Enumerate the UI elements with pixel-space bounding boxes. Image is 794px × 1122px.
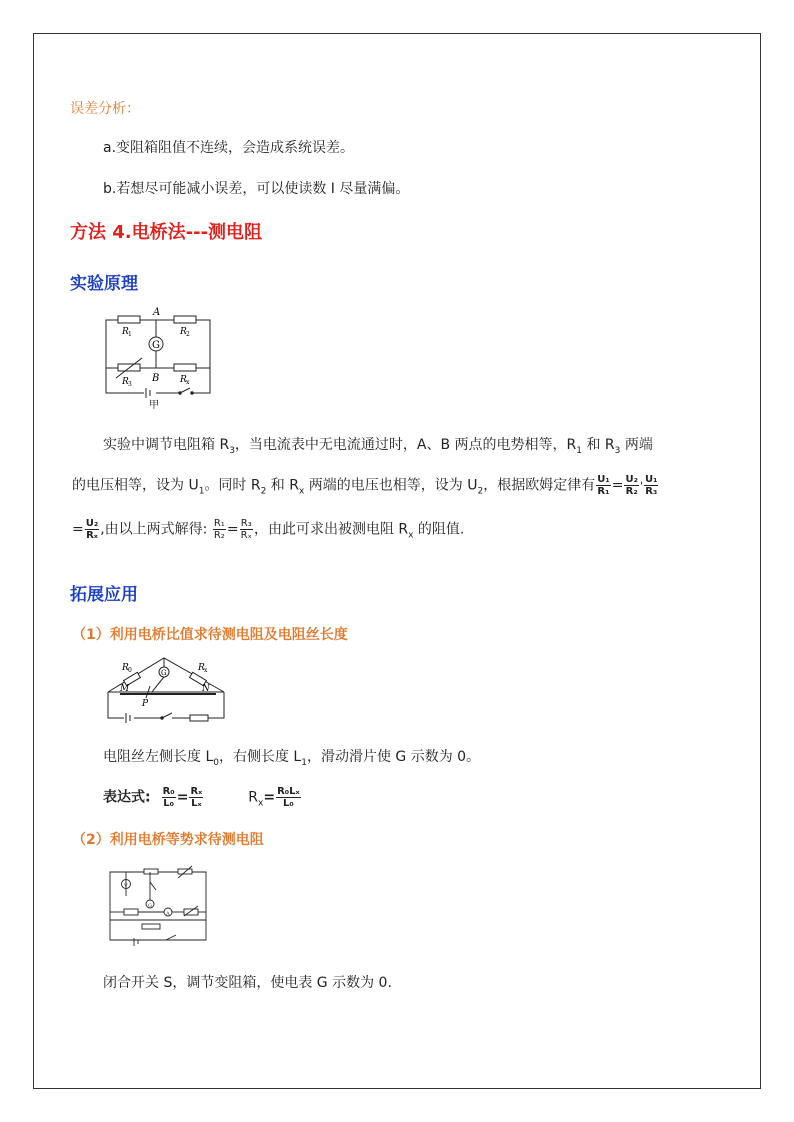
- fraction-u1-r3: $\frac{\text{U₁}}{\text{R₃}}$: [644, 474, 658, 497]
- extension-text-1: 电阻丝左侧长度 $L_0$，右侧长度 $L_1$，滑动滑片使 G 示数为 0。: [103, 749, 481, 768]
- principle-heading: 实验原理: [70, 274, 138, 294]
- bridge-circuit-diagram: [104, 306, 216, 410]
- error-analysis-heading: 误差分析：: [70, 101, 140, 117]
- svg-text:V: V: [124, 883, 128, 889]
- method4-title: 方法 4.电桥法---测电阻: [70, 222, 263, 243]
- r1-label: R: [122, 327, 129, 337]
- fraction-u2-rx: $\frac{\text{U₂}}{\text{Rₓ}}$: [85, 518, 99, 541]
- r1-sub: 1: [128, 331, 132, 338]
- svg-text:G: G: [148, 903, 152, 909]
- rx2-sub: x: [204, 667, 208, 674]
- fraction-u1-r1: $\frac{\text{U₁}}{\text{R₁}}$: [597, 474, 610, 497]
- fraction-rx-lx: $\frac{\text{Rₓ}}{\text{Lₓ}}$: [190, 786, 203, 809]
- galvanometer-label: G: [152, 340, 160, 351]
- p-label: P: [142, 699, 149, 709]
- principle-paragraph-line1: 实验中调节电阻箱 $R_3$，当电流表中无电流通过时，A、B 两点的电势相等，$R_1$ 和 $R_3$ 两端: [103, 437, 653, 456]
- r0-sub: 0: [128, 667, 132, 674]
- potential-bridge-diagram: [106, 858, 212, 954]
- node-a-label: A: [153, 307, 161, 318]
- expression-row: 表达式: $\frac{\text{R₀}}{\text{L₀}}$ = $\frac{\text{Rₓ}}{\text{Lₓ}}$ $R_x=$ $\frac{\text{R₀Lₓ}}{\text{L₀}}$: [103, 786, 300, 809]
- error-item-a: a.变阻箱阻值不连续，会造成系统误差。: [103, 140, 355, 156]
- extension-subheading-1: （1）利用电桥比值求待测电阻及电阻丝长度: [72, 627, 348, 643]
- rx-label: R: [180, 375, 187, 385]
- fraction-r0lx-l0: $\frac{\text{R₀Lₓ}}{\text{L₀}}$: [277, 786, 300, 809]
- extension-text-2: 闭合开关 S，调节变阻箱，使电表 G 示数为 0.: [103, 975, 392, 991]
- fraction-r0-l0: $\frac{\text{R₀}}{\text{L₀}}$: [162, 786, 175, 809]
- error-item-b: b.若想尽可能减小误差，可以使读数 I 尽量满偏。: [103, 181, 410, 197]
- principle-paragraph-line3: = $\frac{\text{U₂}}{\text{Rₓ}}$ ,由以上两式解得: $\frac{\text{R₁}}{\text{R₂}}$ = $\frac{\text{R₃}}{\text{Rₓ}}$ ，由此可求出被测电阻 $R_x$ 的阻值.: [72, 518, 465, 541]
- node-b-label: B: [152, 373, 160, 384]
- slide-wire-bridge-diagram: [106, 654, 236, 724]
- extension-heading: 拓展应用: [70, 585, 138, 605]
- m-label: M: [120, 684, 130, 694]
- rx-sub: x: [186, 379, 190, 386]
- figure-caption: 甲: [149, 400, 159, 410]
- rx2-label: R: [198, 663, 205, 673]
- extension-subheading-2: （2）利用电桥等势求待测电阻: [72, 832, 264, 848]
- r2-sub: 2: [186, 331, 190, 338]
- principle-paragraph-line2: 的电压相等，设为 $U_1$。同时 $R_2$ 和 $R_x$ 两端的电压也相等，设为 $U_2$，根据欧姆定律有 $\frac{\text{U₁}}{\text{R₁}}$ = $\frac{\text{U₂}}{\text{R₂}}$ ' $\frac{\text{U₁}}{\text{R₃}}$: [72, 474, 658, 497]
- r3-sub: 3: [128, 381, 132, 388]
- svg-text:A: A: [166, 911, 170, 917]
- fraction-r1-r2: $\frac{\text{R₁}}{\text{R₂}}$: [213, 518, 225, 541]
- r0-label: R: [122, 663, 129, 673]
- n-label: N: [202, 684, 210, 694]
- r3-label: R: [122, 377, 129, 387]
- fraction-r3-rx: $\frac{\text{R₃}}{\text{Rₓ}}$: [240, 518, 252, 541]
- g2-label: G: [161, 669, 167, 677]
- fraction-u2-r2: $\frac{\text{U₂}}{\text{R₂}}$: [625, 474, 638, 497]
- r2-label: R: [180, 327, 187, 337]
